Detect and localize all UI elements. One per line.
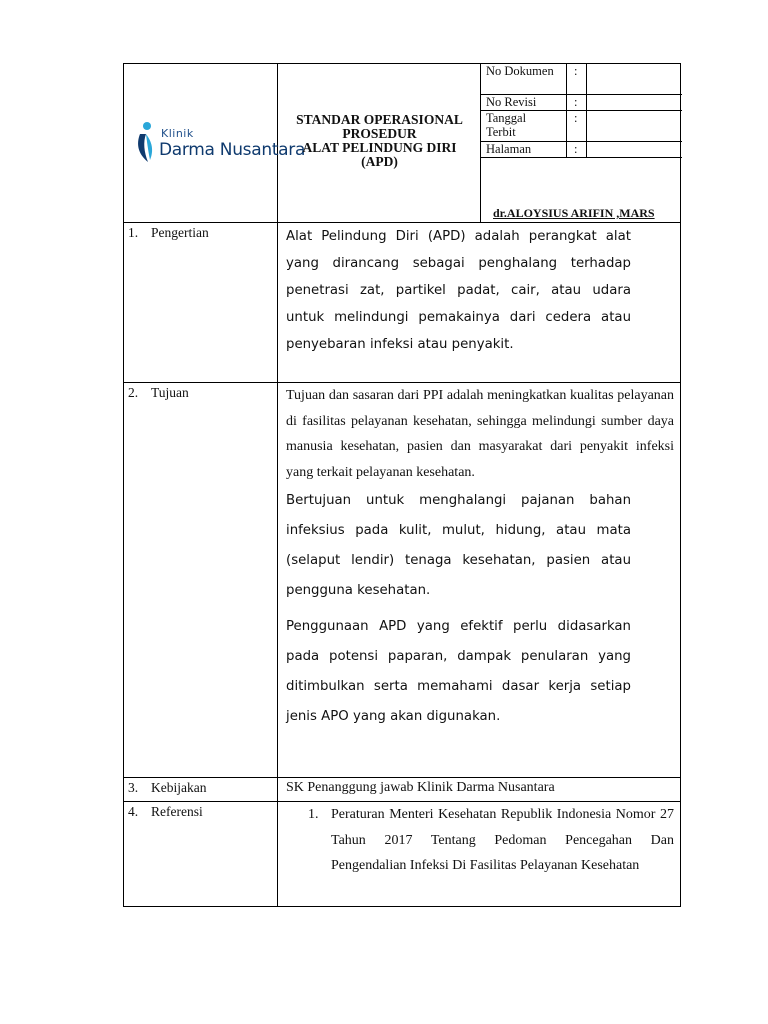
list-item: Peraturan Menteri Kesehatan Republik Indonesia Nomor 27 Tahun 2017 Tentang Pedoman Pencegahan Dan Pengendalian Infeksi Di Fasilitas Pelayanan Kesehatan <box>331 807 674 873</box>
meta-label: Tanggal Terbit <box>486 111 527 139</box>
section-row-kebijakan <box>124 778 680 802</box>
meta-label: No Dokumen <box>486 64 554 78</box>
section-content-cell <box>278 383 680 732</box>
list-number: 1. <box>308 807 319 822</box>
paragraph: Alat Pelindung Diri (APD) adalah perangkat alat yang dirancang sebagai penghalang terhadap penetrasi zat, partikel padat, cair, atau udara untuk melindungi pemakainya dari cedera atau penyebaran infeksi atau penyakit. <box>286 229 631 352</box>
document-title <box>278 113 481 169</box>
section-label-cell <box>124 383 278 777</box>
section-row-referensi <box>124 802 680 906</box>
title-line: STANDAR OPERASIONAL <box>296 112 463 127</box>
section-row-pengertian <box>124 223 680 383</box>
paragraph: Bertujuan untuk menghalangi pajanan bahan infeksius pada kulit, mulut, hidung, atau mata (selaput lendir) tenaga kesehatan, pasien atau pengguna kesehatan. <box>286 493 631 598</box>
title-line: (APD) <box>361 154 398 169</box>
section-label: Kebijakan <box>151 780 207 795</box>
section-label-cell <box>124 802 278 906</box>
meta-row-no-dokumen <box>481 64 682 95</box>
section-number: 3. <box>128 780 139 795</box>
section-number: 1. <box>128 225 139 240</box>
paragraph: SK Penanggung jawab Klinik Darma Nusantara <box>286 780 555 795</box>
section-number: 4. <box>128 804 139 819</box>
clinic-logo-icon <box>134 120 156 164</box>
section-number: 2. <box>128 385 139 400</box>
meta-colon: : <box>566 95 587 110</box>
meta-row-halaman <box>481 142 682 158</box>
section-label: Referensi <box>151 804 203 819</box>
meta-cell <box>481 64 682 223</box>
meta-label: Halaman <box>486 142 532 156</box>
meta-label: No Revisi <box>486 95 537 109</box>
meta-colon: : <box>566 111 587 141</box>
paragraph: Tujuan dan sasaran dari PPI adalah meningkatkan kualitas pelayanan di fasilitas pelayanan kesehatan, sehingga melindungi sumber daya manusia kesehatan, pasien dan masyarakat dari penyakit infeksi yang terkait pelayanan kesehatan. <box>286 388 674 480</box>
logo-small-text: Klinik <box>161 127 194 140</box>
logo-cell <box>124 64 306 223</box>
logo-name-text: Darma Nusantara <box>159 140 306 160</box>
meta-row-tanggal-terbit <box>481 111 682 142</box>
signatory-name: dr.ALOYSIUS ARIFIN ,MARS <box>493 206 655 220</box>
title-line: ALAT PELINDUNG DIRI <box>302 140 457 155</box>
meta-colon: : <box>566 142 587 157</box>
paragraph: Penggunaan APD yang efektif perlu didasarkan pada potensi paparan, dampak penularan yang ditimbulkan serta memahami dasar kerja setiap jenis APO yang akan digunakan. <box>286 619 631 724</box>
title-line: PROSEDUR <box>342 126 417 141</box>
section-content-cell <box>278 802 680 879</box>
section-label-cell <box>124 778 278 801</box>
sop-header <box>123 63 681 222</box>
section-label-cell <box>124 223 278 382</box>
section-label: Tujuan <box>151 385 189 400</box>
section-content-cell <box>278 223 680 358</box>
section-label: Pengertian <box>151 225 209 240</box>
section-content-cell <box>278 778 680 798</box>
meta-row-no-revisi <box>481 95 682 111</box>
section-row-tujuan <box>124 383 680 778</box>
sop-body-table <box>123 222 681 907</box>
meta-colon: : <box>566 64 587 94</box>
title-cell <box>278 64 481 223</box>
